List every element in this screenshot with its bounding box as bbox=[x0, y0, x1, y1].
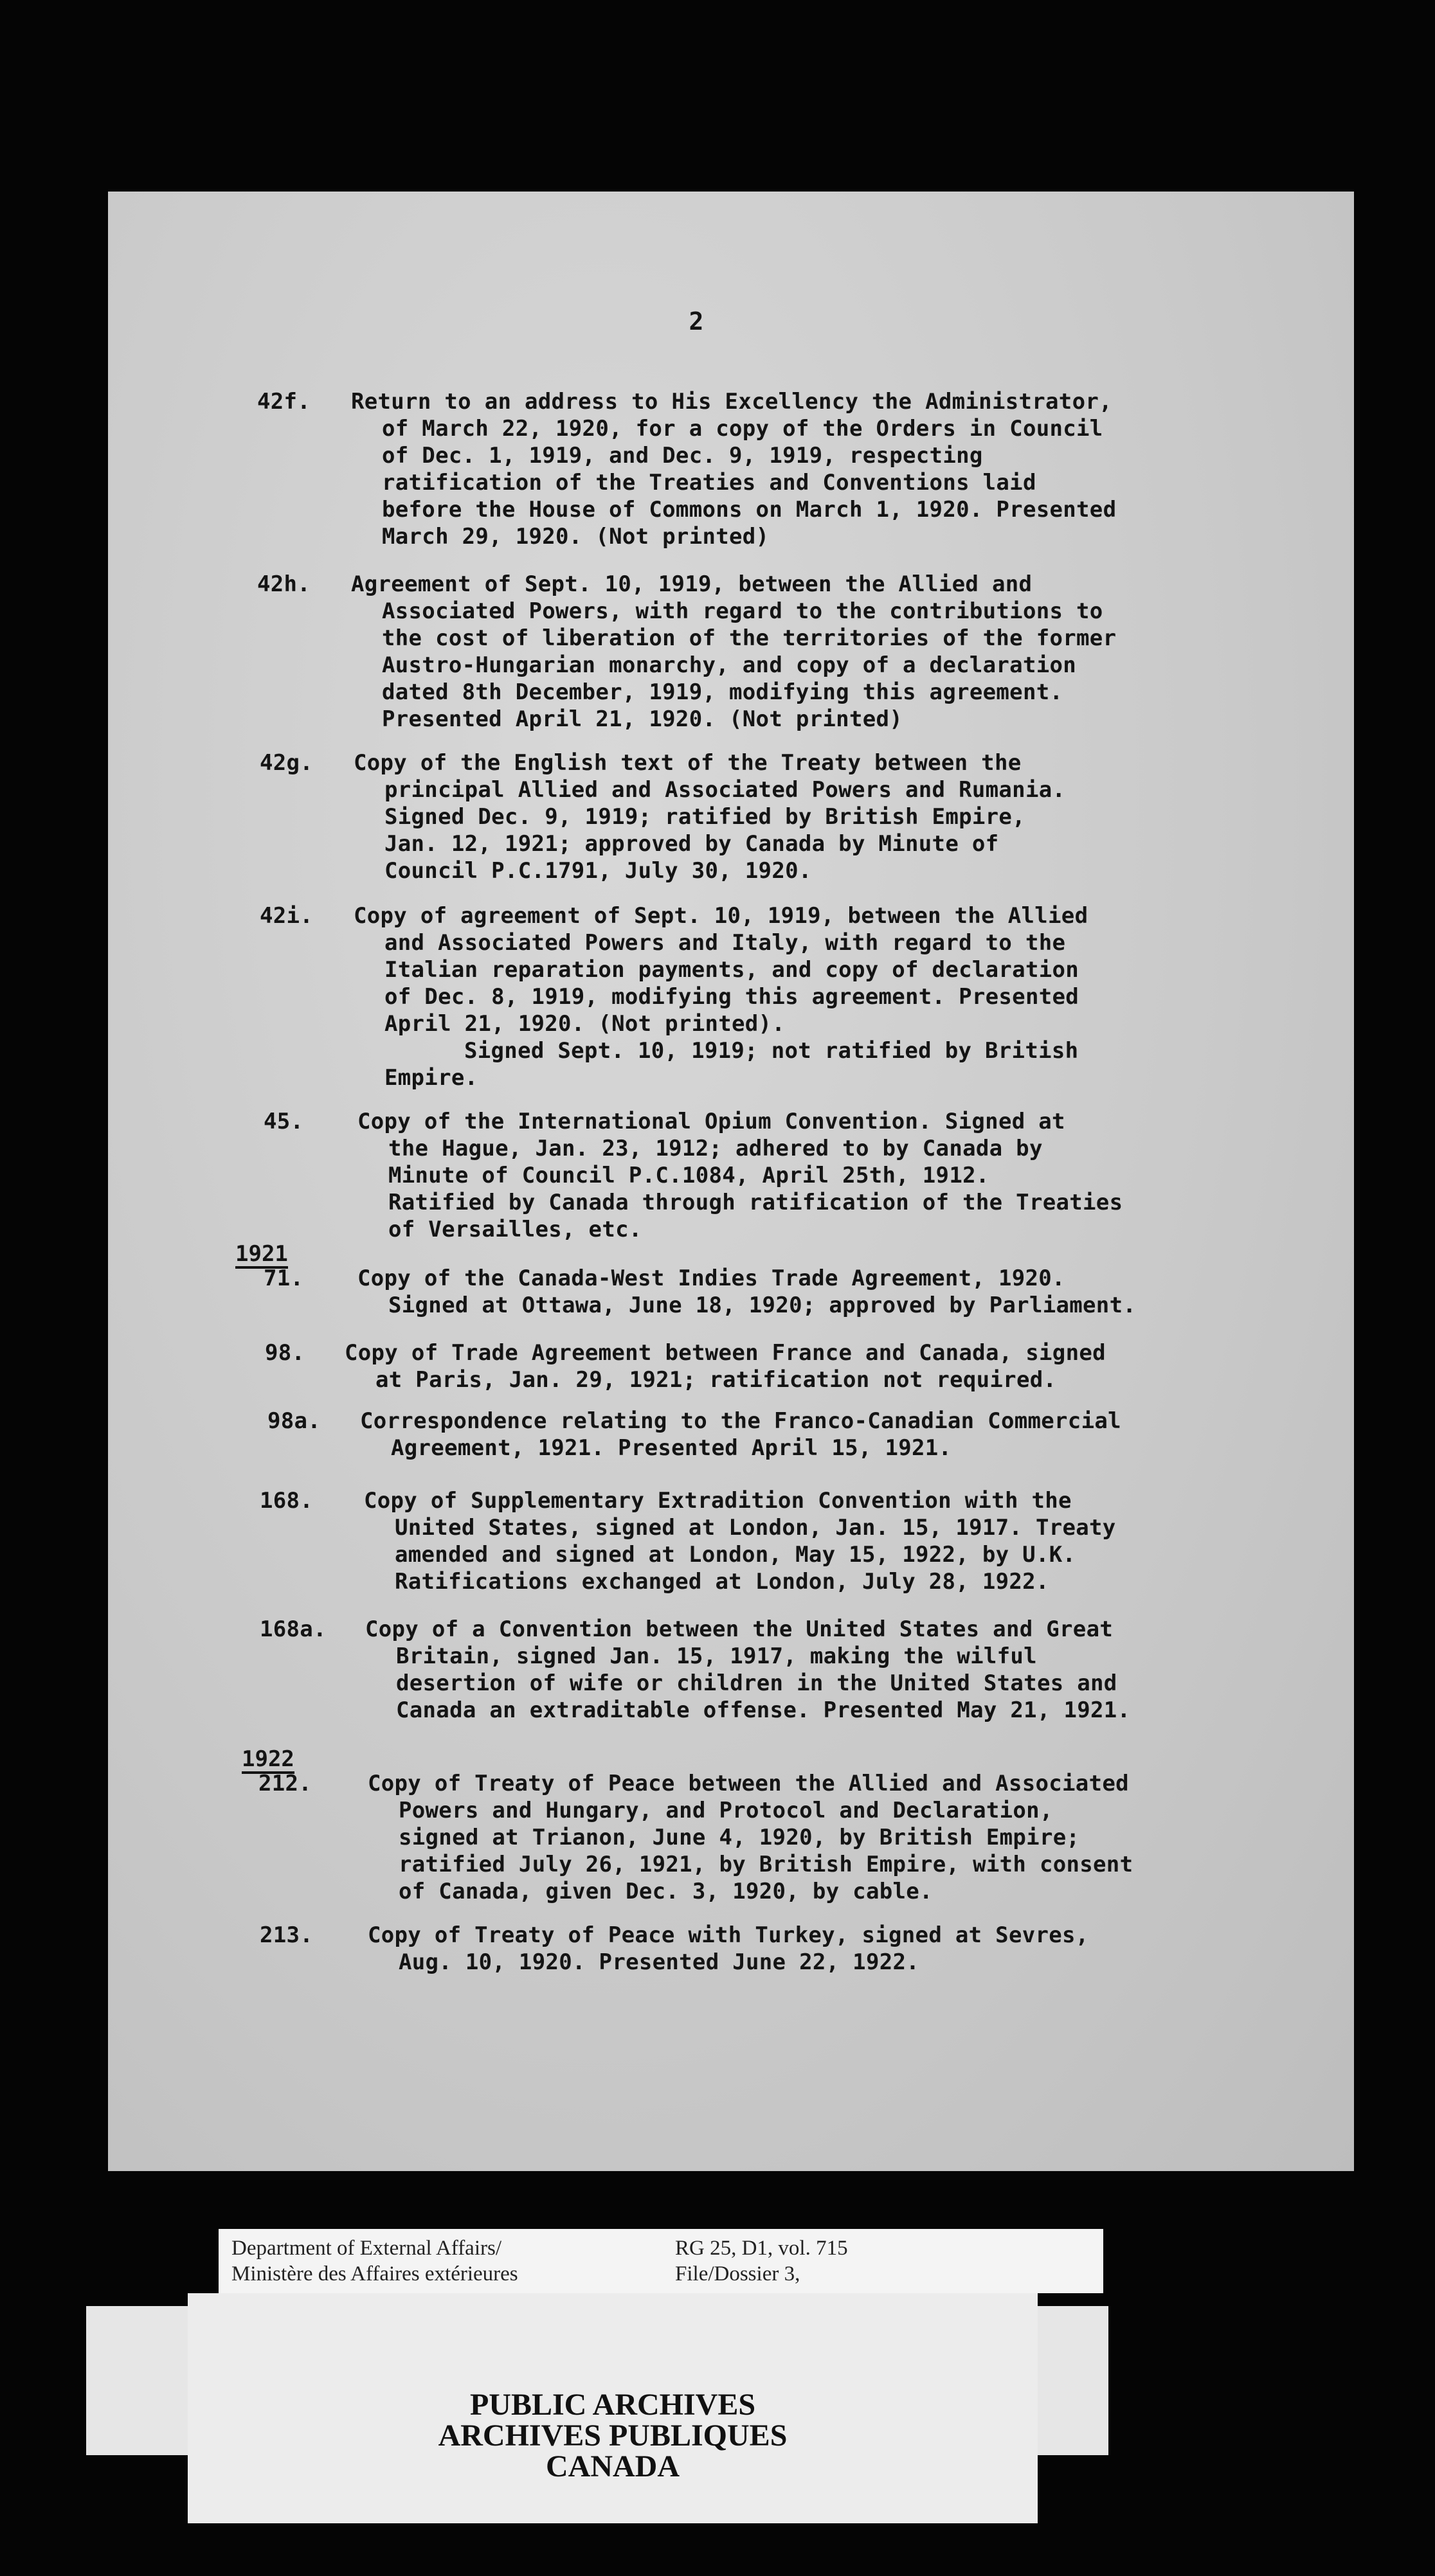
entry-number: 42f. bbox=[257, 389, 311, 415]
entry-number: 42g. bbox=[260, 750, 314, 776]
stamp-line-3: CANADA bbox=[546, 2449, 680, 2483]
file-number: File/Dossier 3, bbox=[675, 2262, 800, 2285]
year-heading: 1922 bbox=[242, 1747, 294, 1774]
page-number: 2 bbox=[689, 307, 704, 335]
archive-reference-label bbox=[219, 2229, 1103, 2293]
archive-label-tab-left bbox=[86, 2306, 188, 2455]
entry-number: 212. bbox=[258, 1771, 312, 1796]
stamp-line-2: ARCHIVES PUBLIQUES bbox=[438, 2419, 788, 2453]
department-en: Department of External Affairs/ bbox=[231, 2237, 501, 2260]
entry-number: 98. bbox=[265, 1340, 305, 1366]
department-fr: Ministère des Affaires extérieures bbox=[231, 2262, 518, 2285]
entry-number: 42i. bbox=[260, 903, 314, 929]
entry-number: 168. bbox=[260, 1488, 314, 1514]
entry-number: 213. bbox=[260, 1922, 314, 1948]
entry-number: 71. bbox=[264, 1266, 304, 1291]
reference-number: RG 25, D1, vol. 715 bbox=[675, 2237, 848, 2260]
entry-number: 42h. bbox=[257, 571, 311, 597]
entry-number: 98a. bbox=[267, 1408, 321, 1434]
year-heading: 1921 bbox=[235, 1242, 288, 1269]
archive-stamp-label bbox=[188, 2293, 1038, 2523]
entry-number: 168a. bbox=[260, 1616, 327, 1642]
stamp-line-1: PUBLIC ARCHIVES bbox=[469, 2388, 756, 2422]
entry-number: 45. bbox=[264, 1109, 304, 1134]
